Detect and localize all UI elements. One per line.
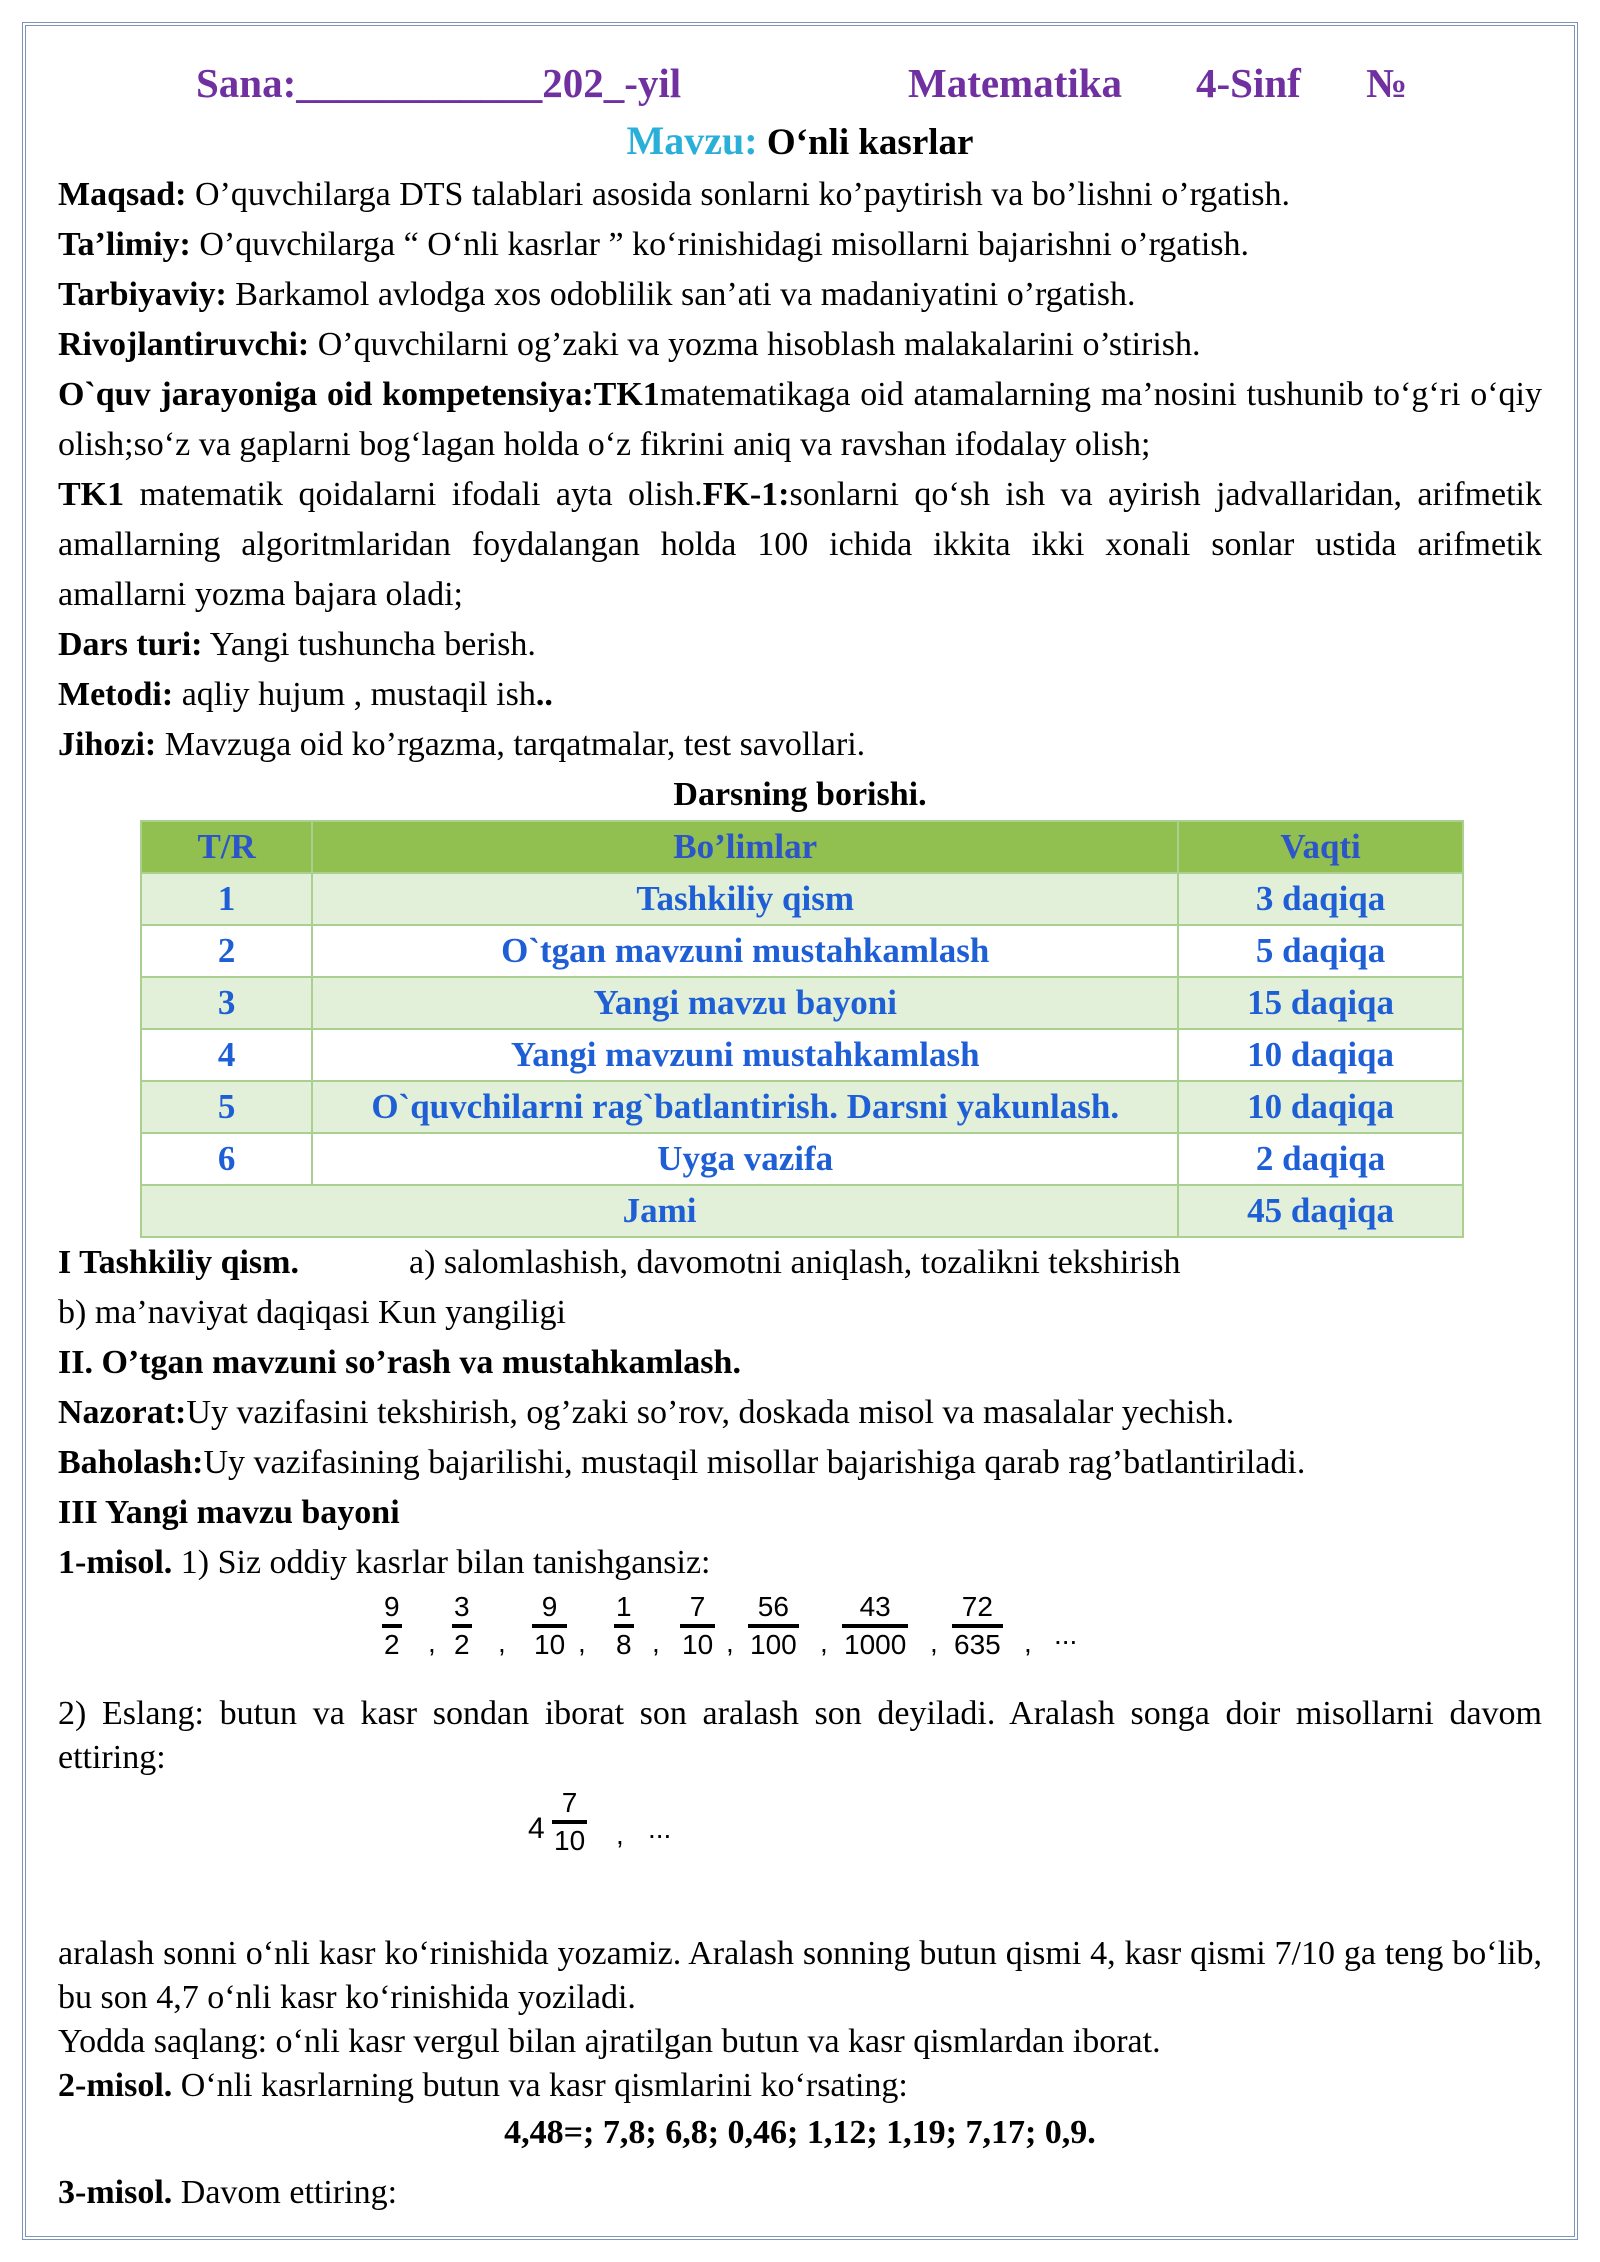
table-row [141, 1029, 1463, 1081]
competency-text: matematikaga oid atamalarning ma’nosini tushunib to‘g‘ri o‘qiy olish;so‘z va gaplarni bog‘lagan holda o‘z fikrini aniq va ravshan ifodalay olish; [58, 376, 1542, 463]
goal-label: Tarbiyaviy: [58, 276, 227, 313]
mixed-whole: 4 [528, 1812, 545, 1845]
example1-line [58, 1538, 1542, 1588]
tk1-label: TK1 [58, 476, 125, 513]
goal-maqsad [58, 170, 1542, 220]
date-label: Sana:____________202_-yil [196, 60, 682, 106]
row-number: 4 [141, 1029, 312, 1081]
lesson-equipment [58, 720, 1542, 770]
goal-label: Rivojlantiruvchi: [58, 326, 310, 363]
info-label: Jihozi: [58, 726, 157, 763]
document-page [58, 58, 1542, 2218]
example2-label: 2-misol. [58, 2067, 173, 2104]
row-time: 2 daqiqa [1178, 1133, 1463, 1185]
row-number: 5 [141, 1081, 312, 1133]
fraction: 3 2 [454, 1591, 470, 1660]
fraction-list: 9 2 , 3 2 , 9 10 , 1 8 , 7 10 , 56 100 , 43 1000 , 72 635 , ... [384, 1591, 1078, 1660]
info-tail: .. [535, 676, 553, 713]
topic-label: Mavzu: [626, 118, 758, 163]
info-text: Mavzuga oid ko’rgazma, tarqatmalar, test savollari. [156, 726, 866, 763]
row-section: O`tgan mavzuni mustahkamlash [312, 925, 1178, 977]
competency-paragraph [58, 370, 1542, 620]
lesson-number: № [1366, 60, 1408, 106]
info-label: Metodi: [58, 676, 174, 713]
example2-line [58, 2064, 1542, 2108]
table-row [141, 977, 1463, 1029]
table-row [141, 925, 1463, 977]
section1-item-a: a) salomlashish, davomotni aniqlash, tozalikni tekshirish [408, 1244, 1181, 1281]
mixed-number: 4 7 10 , ... [528, 1787, 672, 1856]
grade: 4-Sinf [1196, 60, 1301, 106]
example3-label: 3-misol. [58, 2174, 173, 2211]
example1-label: 1-misol. [58, 1544, 173, 1581]
fk-label: FK-1: [702, 476, 790, 513]
goal-text: O’quvchilarga “ O‘nli kasrlar ” ko‘rinishidagi misollarni bajarishni o’rgatish. [190, 226, 1250, 263]
table-header-row [141, 821, 1463, 873]
goal-text: Barkamol avlodga xos odoblilik san’ati va madaniyatini o’rgatish. [226, 276, 1136, 313]
competency-label: O`quv jarayoniga oid kompetensiya:TK1 [58, 376, 660, 413]
info-text: Yangi tushuncha berish. [202, 626, 536, 663]
row-section: Yangi mavzu bayoni [312, 977, 1178, 1029]
grading-label: Baholash: [58, 1444, 204, 1481]
row-number: 1 [141, 873, 312, 925]
section3-title-text: III Yangi mavzu bayoni [58, 1494, 400, 1531]
section3-title [58, 1488, 1542, 1538]
example3-text: Davom ettiring: [172, 2174, 398, 2211]
example3-line [58, 2168, 1542, 2218]
section2-title [58, 1338, 1542, 1388]
total-label: Jami [141, 1185, 1178, 1237]
fraction: 43 1000 [844, 1591, 907, 1660]
fraction: 1 8 [616, 1591, 632, 1660]
table-row [141, 873, 1463, 925]
goal-label: Maqsad: [58, 176, 187, 213]
grading-line [58, 1438, 1542, 1488]
example2-text: O‘nli kasrlarning butun va kasr qismlarini ko‘rsating: [172, 2067, 908, 2104]
table-row [141, 1133, 1463, 1185]
goal-rivojlantiruvchi [58, 320, 1542, 370]
goal-talimiy [58, 220, 1542, 270]
mixed-ellipsis: ... [648, 1813, 672, 1844]
section1-line [58, 1238, 1542, 1288]
lesson-method [58, 670, 1542, 720]
row-number: 6 [141, 1133, 312, 1185]
fraction: 56 100 [750, 1591, 797, 1660]
grading-text: Uy vazifasining bajarilishi, mustaqil misollar bajarishiga qarab rag’batlantiriladi. [203, 1444, 1306, 1481]
fraction: 9 2 [384, 1591, 400, 1660]
row-number: 3 [141, 977, 312, 1029]
topic-value: O‘nli kasrlar [766, 122, 974, 163]
plan-title: Darsning borishi. [673, 776, 927, 813]
section1-item-b: b) ma’naviyat daqiqasi Kun yangiligi [58, 1294, 566, 1331]
fraction-ellipsis: ... [1054, 1619, 1078, 1650]
fraction: 72 635 [954, 1591, 1001, 1660]
example2-numbers: 4,48=; 7,8; 6,8; 0,46; 1,12; 1,19; 7,17; 0,9. [504, 2114, 1096, 2151]
header [58, 58, 1542, 114]
fraction: 9 10 [534, 1591, 566, 1660]
row-number: 2 [141, 925, 312, 977]
lesson-type [58, 620, 1542, 670]
goal-text: O’quvchilarga DTS talablari asosida sonlarni ko’paytirish va bo’lishni o’rgatish. [186, 176, 1290, 213]
info-text: aqliy hujum , mustaqil ish [173, 676, 536, 713]
control-label: Nazorat: [58, 1394, 187, 1431]
info-label: Dars turi: [58, 626, 203, 663]
goal-label: Ta’limiy: [58, 226, 191, 263]
row-time: 15 daqiqa [1178, 977, 1463, 1029]
competency-text: sonlarni qo‘sh ish va ayirish jadvallaridan, arifmetik amallarning algoritmlaridan foydalangan holda 100 ichida ikkita ikki xonali sonlar ustida arifmetik amallarni yozma bajara oladi; [58, 476, 1542, 613]
example1-text: 1) Siz oddiy kasrlar bilan tanishgansiz: [172, 1544, 711, 1581]
control-text: Uy vazifasini tekshirish, og’zaki so’rov, doskada misol va masalalar yechish. [186, 1394, 1235, 1431]
table-header: Bo’limlar [312, 821, 1178, 873]
row-time: 10 daqiqa [1178, 1029, 1463, 1081]
goal-tarbiyaviy [58, 270, 1542, 320]
lesson-plan-table [140, 820, 1464, 1238]
mixed-explanation: aralash sonni o‘nli kasr ko‘rinishida yozamiz. Aralash sonning butun qismi 4, kasr qismi 7/10 ga teng bo‘lib, bu son 4,7 o‘nli kasr ko‘rinishida yoziladi. [58, 1935, 1542, 2016]
row-section: O`quvchilarni rag`batlantirish. Darsni yakunlash. [312, 1081, 1178, 1133]
row-section: Uyga vazifa [312, 1133, 1178, 1185]
subject: Matematika [908, 60, 1123, 106]
section1-title: I Tashkiliy qism. [58, 1244, 299, 1281]
table-header: T/R [141, 821, 312, 873]
control-line [58, 1388, 1542, 1438]
table-header: Vaqti [1178, 821, 1463, 873]
section2-title-text: II. O’tgan mavzuni so’rash va mustahkamlash. [58, 1344, 741, 1381]
mixed-fraction: 7 10 [554, 1787, 586, 1856]
table-row [141, 1081, 1463, 1133]
table-total-row [141, 1185, 1463, 1237]
fraction: 7 10 [682, 1591, 714, 1660]
remember-note: Yodda saqlang: o‘nli kasr vergul bilan ajratilgan butun va kasr qismlardan iborat. [58, 2023, 1161, 2060]
row-section: Tashkiliy qism [312, 873, 1178, 925]
row-time: 10 daqiqa [1178, 1081, 1463, 1133]
row-section: Yangi mavzuni mustahkamlash [312, 1029, 1178, 1081]
competency-text: matematik qoidalarni ifodali ayta olish. [124, 476, 703, 513]
topic [58, 114, 1542, 170]
example1-part2: 2) Eslang: butun va kasr sondan iborat son aralash son deyiladi. Aralash songa doir misollarni davom ettiring: [58, 1695, 1542, 1776]
goal-text: O’quvchilarni og’zaki va yozma hisoblash malakalarini o’stirish. [309, 326, 1201, 363]
row-time: 3 daqiqa [1178, 873, 1463, 925]
total-time: 45 daqiqa [1178, 1185, 1463, 1237]
row-time: 5 daqiqa [1178, 925, 1463, 977]
